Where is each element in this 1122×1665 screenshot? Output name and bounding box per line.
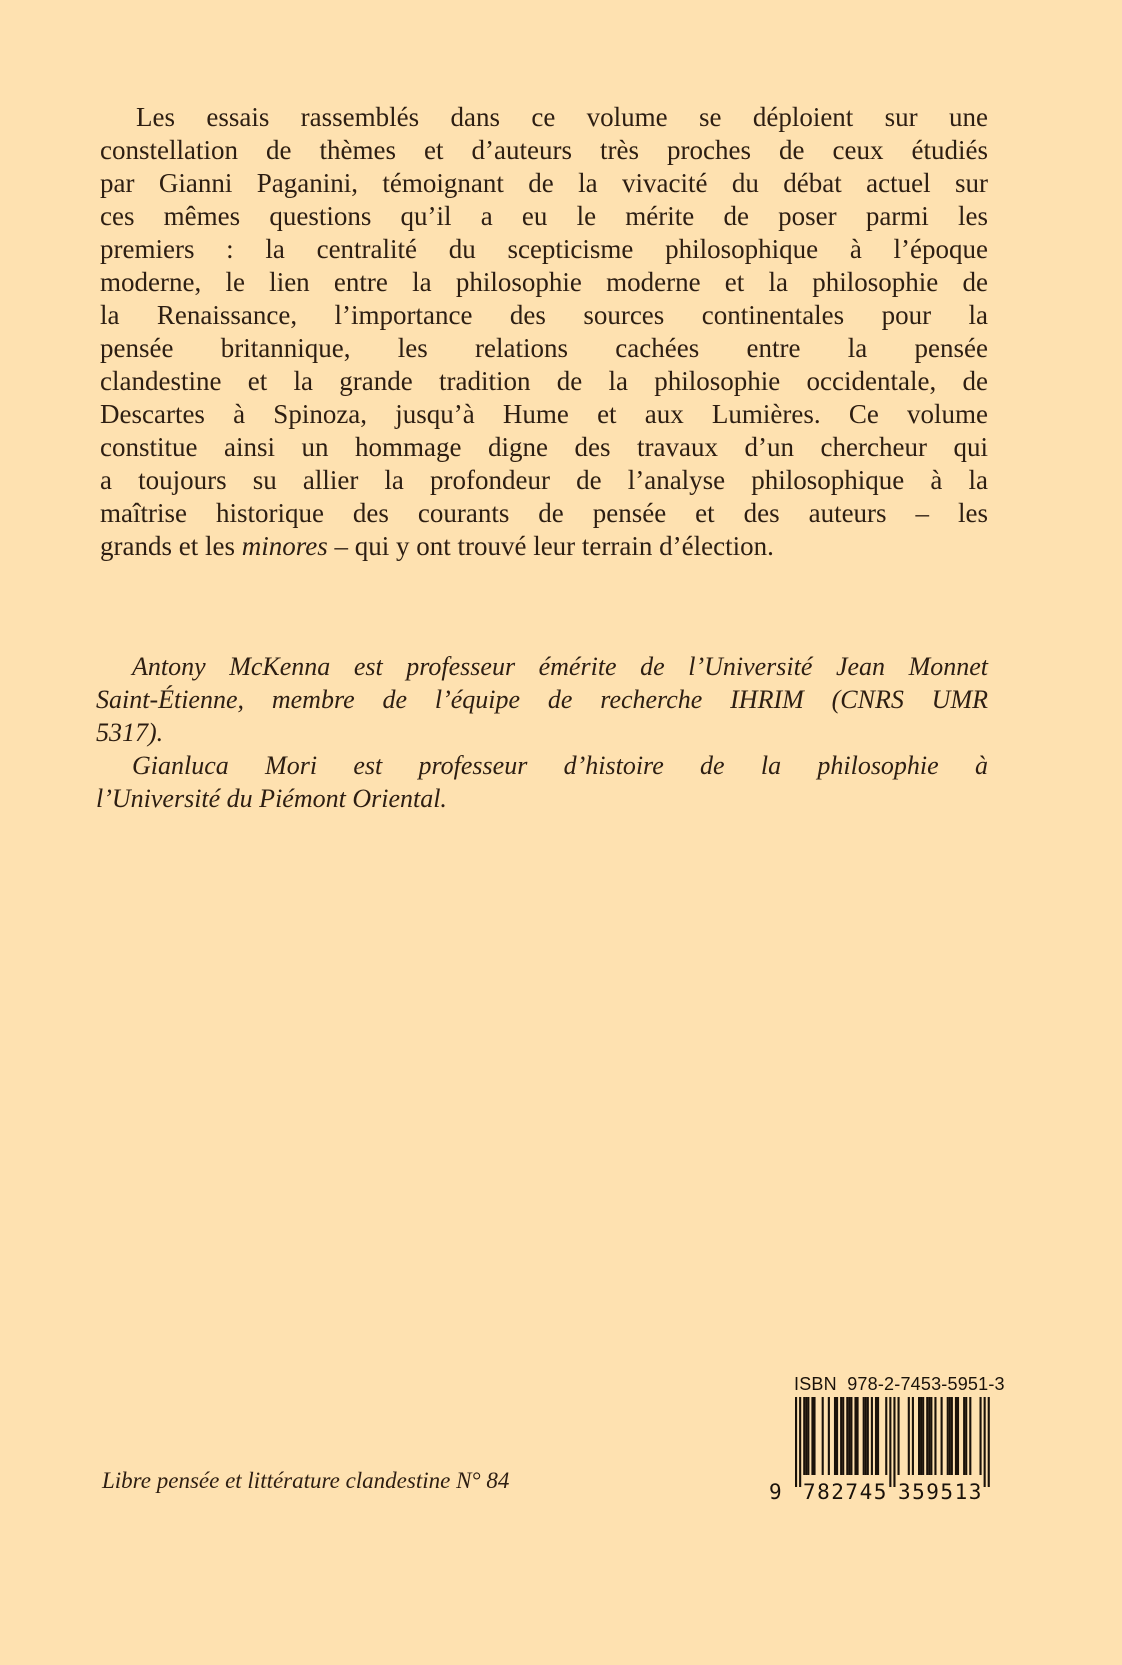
author-bio-paragraph-mckenna <box>96 650 988 749</box>
italic-text-segment: minores <box>241 531 328 561</box>
barcode <box>769 1397 990 1509</box>
barcode-digit-first: 9 <box>769 1480 782 1504</box>
text-line: l’Université du Piémont Oriental. <box>96 784 447 813</box>
text-line: 5317). <box>96 718 164 747</box>
text-line: clandestine et la grande tradition de la philosophie occidentale, de <box>100 366 988 396</box>
text-line: ces mêmes questions qu’il a eu le mérite de poser parmi les <box>100 201 988 231</box>
text-line: premiers : la centralité du scepticisme philosophique à l’époque <box>100 234 988 264</box>
isbn-barcode-block <box>768 1374 1005 1509</box>
text-line: la Renaissance, l’importance des sources continentales pour la <box>100 300 988 330</box>
author-bio <box>96 650 988 815</box>
description-paragraph <box>100 101 988 563</box>
text-line: Les essais rassemblés dans ce volume se déploient sur une <box>136 102 988 132</box>
text-segment: grands et les <box>100 531 242 561</box>
text-line: Antony McKenna est professeur émérite de l’Université Jean Monnet <box>132 652 988 681</box>
barcode-digits-right: 359513 <box>898 1480 983 1504</box>
text-segment: – qui y ont trouvé leur terrain d’élection. <box>327 531 774 561</box>
text-line: Saint-Étienne, membre de l’équipe de recherche IHRIM (CNRS UMR <box>96 685 988 714</box>
series-label: Libre pensée et littérature clandestine N° 84 <box>102 1468 510 1493</box>
text-line: maîtrise historique des courants de pensée et des auteurs – les <box>100 498 988 528</box>
text-line: Gianluca Mori est professeur d’histoire de la philosophie à <box>132 751 988 780</box>
text-line: Descartes à Spinoza, jusqu’à Hume et aux Lumières. Ce volume <box>100 399 988 429</box>
barcode-digits-left: 782745 <box>803 1480 888 1504</box>
barcode-bars-icon <box>795 1397 990 1487</box>
author-bio-paragraph-mori <box>96 749 988 815</box>
isbn-label: ISBN 978-2-7453-5951-3 <box>794 1374 1005 1394</box>
text-line: constitue ainsi un hommage digne des travaux d’un chercheur qui <box>100 432 988 462</box>
text-line: pensée britannique, les relations cachées entre la pensée <box>100 333 988 363</box>
text-line: par Gianni Paganini, témoignant de la vivacité du débat actuel sur <box>100 168 988 198</box>
text-line: moderne, le lien entre la philosophie moderne et la philosophie de <box>100 267 988 297</box>
text-line <box>100 530 988 563</box>
text-line: a toujours su allier la profondeur de l’analyse philosophique à la <box>100 465 988 495</box>
text-line: constellation de thèmes et d’auteurs très proches de ceux étudiés <box>100 135 988 165</box>
